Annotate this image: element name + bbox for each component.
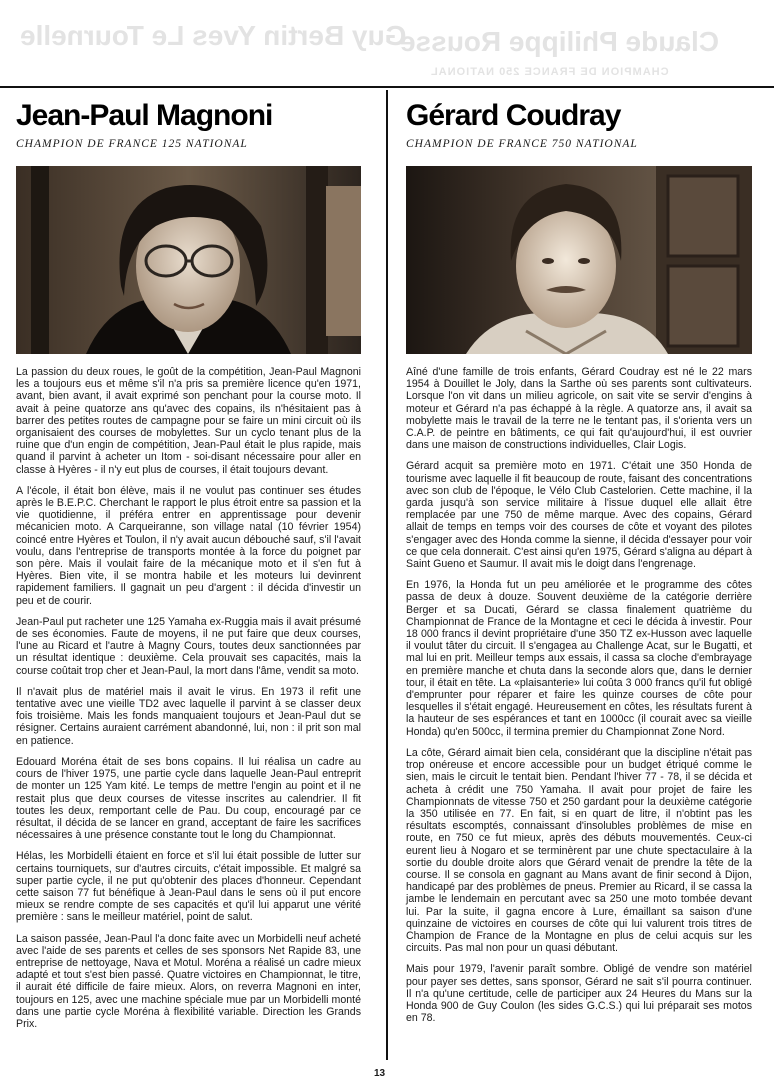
paragraph: Hélas, les Morbidelli étaient en force et s'il lui était possible de lutter sur certains tourniquets, sur d'autres circuits, c'était impossible. Et malgré sa super partie cycle, il ne put qu'obtenir des places d'honneur. Cependant cette saison 77 fut bénéfique à Jean-Paul dans le sens où il put encore mieux se rendre compte de ses capacités et qu'il lui apparut une vérité première : sans le meilleur matériel, point de salut.	[16, 850, 361, 924]
bleed-text-right: Claude Philippe Rousse	[400, 26, 719, 57]
paragraph: Il n'avait plus de matériel mais il avait le virus. En 1973 il refit une tentative avec une vieille TD2 avec laquelle il parvint à se classer deux fois troisième. Mais les fonds manquaient toujours et Jean-Paul dut se résigner. Certains auraient carrément abandonné, lui, non : il prit son mal en patience.	[16, 685, 361, 747]
bleed-text-left: Guy Bertin Yves Le Tournelle	[20, 20, 407, 51]
article-coudray	[406, 96, 752, 1033]
article-body	[16, 366, 361, 1030]
paragraph: La passion du deux roues, le goût de la compétition, Jean-Paul Magnoni les a toujours eus et même s'il n'a pris sa première licence qu'en 1971, avant, bien avant, il avait exprimé son penchant pour la course moto. Il avait à peine quatorze ans qu'avec des copains, ils n'hésitaient pas à barrer des petites routes de campagne pour se faire un mini circuit où ils organisaient des courses de mobylettes. Sur un cyclo tenant plus de la ruine que d'un engin de compétition, Jean-Paul était le plus rapide, mais quand il parvint à acheter un Itom - soi-disant nécessaire pour aller en classe à Hyères - il n'y eut plus de courses, il était toujours devant.	[16, 366, 361, 476]
header-rule	[0, 86, 774, 88]
previous-page-bleed-through	[0, 0, 774, 86]
paragraph: La saison passée, Jean-Paul l'a donc faite avec un Morbidelli neuf acheté avec l'aide de ses parents et celles de ses sponsors Net Rapide 83, une entreprise de nettoyage, Nava et Motul. Moréna a réalisé un cadre mieux adapté et tout s'est bien passé. Quatre victoires en Championnat, le titre, il aurait été difficile de faire mieux. Alors, on reverra Magnoni en inter, toujours en 125, avec une machine spéciale mue par un Morbidelli monté dans une partie cycle Moréna à flexibilité variable. Direction les Grands Prix.	[16, 932, 361, 1030]
column-divider	[386, 90, 388, 1060]
paragraph: Edouard Moréna était de ses bons copains. Il lui réalisa un cadre au cours de l'hiver 1975, une partie cycle dans laquelle Jean-Paul entreprit de monter un 125 Yam kité. Le temps de mettre l'engin au point et il ne restait plus que deux courses de vitesse inscrites au calendrier. Il fit toutes les deux, remportant celle de Pau. Du coup, encouragé par ce résultat, il décida de se lancer en grand, acceptant de faire les sacrifices nécessaires à une présence constante tout le long du Championnat.	[16, 755, 361, 842]
paragraph: Mais pour 1979, l'avenir paraît sombre. Obligé de vendre son matériel pour payer ses dettes, sans sponsor, Gérard ne sait s'il pourra continuer. Il n'a qu'une certitude, celle de participer aux 24 Heures du Mans sur la Honda 900 de Guy Coulon (les sides G.C.S.) qui lui préparait ses motos en 78.	[406, 963, 752, 1025]
article-magnoni	[16, 96, 361, 1039]
rider-portrait-photo	[406, 166, 752, 354]
paragraph: Aîné d'une famille de trois enfants, Gérard Coudray est né le 22 mars 1954 à Douillet le Joly, dans la Sarthe où ses parents sont cultivateurs. Lorsque l'on vit dans un milieu agricole, on sait vite se servir d'engins à moteur et Gérard n'a pas échappé à la règle. A quatorze ans, il avait sa mobylette mais le travail de la terre ne le tentant pas, il s'orienta vers un C.A.P. de peintre en bâtiments, ce qui fait qu'aujourd'hui, il est ouvrier dans une maison de constructions individuelles, Clair Logis.	[406, 366, 752, 452]
paragraph: En 1976, la Honda fut un peu améliorée et le programme des côtes passa de deux à douze. Souvent deuxième de la catégorie derrière Berger et sa Ducati, Gérard se classa finalement quatrième du Championnat de France de la Montagne et ceci le décida à investir. Pour 18 000 francs il devint propriétaire d'une 350 TZ ex-Husson avec laquelle il voulut tâter du circuit. Il s'engagea au Challenge Acat, sur le Bugatti, et mal lui en prit. Meilleur temps aux essais, il cassa sa cloche d'embrayage en première manche et chuta dans la seconde alors que, dans le dernier tour, il était en tête. La «plaisanterie» lui coûta 3 000 francs qu'il fut obligé d'emprunter pour réparer et faire les quinze courses de côte pour lesquelles il s'était engagé. Heureusement en côtes, les résultats furent à la hauteur de ses espérances et tant en 1000cc (il courait avec sa vieille Honda) qu'en 500cc, il termina premier du Championnat Zone Nord.	[406, 579, 752, 738]
rider-portrait-photo	[16, 166, 361, 354]
paragraph: Gérard acquit sa première moto en 1971. C'était une 350 Honda de tourisme avec laquelle il fit beaucoup de route, faisant des concentrations avec son club de l'époque, le Vélo Club Castelorien. Cette machine, il la garda jusqu'à son service militaire à l'issue duquel elle allait être remplacée par une 750 de même marque. Avec des copains, Gérard allait de temps en temps voir des courses de côte et voyant des pilotes s'engager avec des Honda comme la sienne, il décida d'essayer pour voir ce que cela donnerait. C'est ainsi qu'en 1975, Gérard s'aligna au départ à Saint Gueno et Saumur. Il avait mis le doigt dans l'engrenage.	[406, 460, 752, 571]
rider-name-heading: Gérard Coudray	[406, 99, 621, 132]
paragraph: A l'école, il était bon élève, mais il ne voulut pas continuer ses études après le B.E.P.C. Cherchant le rapport le plus étroit entre sa passion et la vie quotidienne, il préféra entrer en apprentissage pour devenir mécanicien moto. A Carqueiranne, son village natal (10 février 1954) coincé entre Hyères et Toulon, il n'y avait aucun débouché sauf, s'il l'avait voulu, dans l'entreprise de transports montée à la force du poignet par son père. Mais il voulait faire de la mécanique moto et il s'en fut à Hyères. Bien vite, il se montra habile et les moteurs lui devinrent rapidement familiers. Il gagnait un peu d'argent : il décida d'investir un peu et de courir.	[16, 484, 361, 607]
article-body	[406, 366, 752, 1024]
rider-name-heading: Jean-Paul Magnoni	[16, 99, 273, 132]
championship-title: CHAMPION DE FRANCE 750 NATIONAL	[406, 138, 638, 150]
page-number: 13	[374, 1068, 386, 1079]
championship-title: CHAMPION DE FRANCE 125 NATIONAL	[16, 138, 248, 150]
bleed-subtext-right: CHAMPION DE FRANCE 250 NATIONAL	[430, 66, 669, 78]
paragraph: La côte, Gérard aimait bien cela, considérant que la discipline n'était pas trop onéreuse et encore accessible pour un budget étriqué comme le sien, mais le circuit le tentait bien. Pendant l'hiver 77 - 78, il se décida et acheta à crédit une 750 Yamaha. Il avait pour projet de faire les Championnats de vitesse 750 et 250 gardant pour la deuxième catégorie la 350 utilisée en 77. En fait, si en quart de litre, il n'obtint pas les résultats escomptés, connaissant d'insolubles problèmes de mise en route, en 750 ce fut mieux, après des débuts mouvementés. Ceux-ci eurent lieu à Nogaro et se terminèrent par une chute spectaculaire à la sortie du double droite alors que Gérard venait de prendre la tête de la course. Il se consola en gagnant au Mans avant de finir second à Dijon, handicapé par des problèmes de pneus. Premier au Ricard, il se cassa la jambe le lendemain en percutant avec sa 250 une moto tombée devant lui. Par la suite, il gagna encore à Lure, émaillant sa saison d'une quinzaine de victoires en courses de côte qui lui valurent trois titres de Champion de France de la Montagne en plus de celui acquis sur les circuits. Pas mal non pour un quasi débutant.	[406, 746, 752, 955]
paragraph: Jean-Paul put racheter une 125 Yamaha ex-Ruggia mais il avait présumé de ses économies. Faute de moyens, il ne put faire que deux courses, l'une au Ricard et l'autre à Magny Cours, toutes deux sanctionnées par un résultat identique : deuxième. Cela prouvait ses capacités, mais la course coûtait trop cher et Jean-Paul, la mort dans l'âme, vendit sa moto.	[16, 615, 361, 677]
